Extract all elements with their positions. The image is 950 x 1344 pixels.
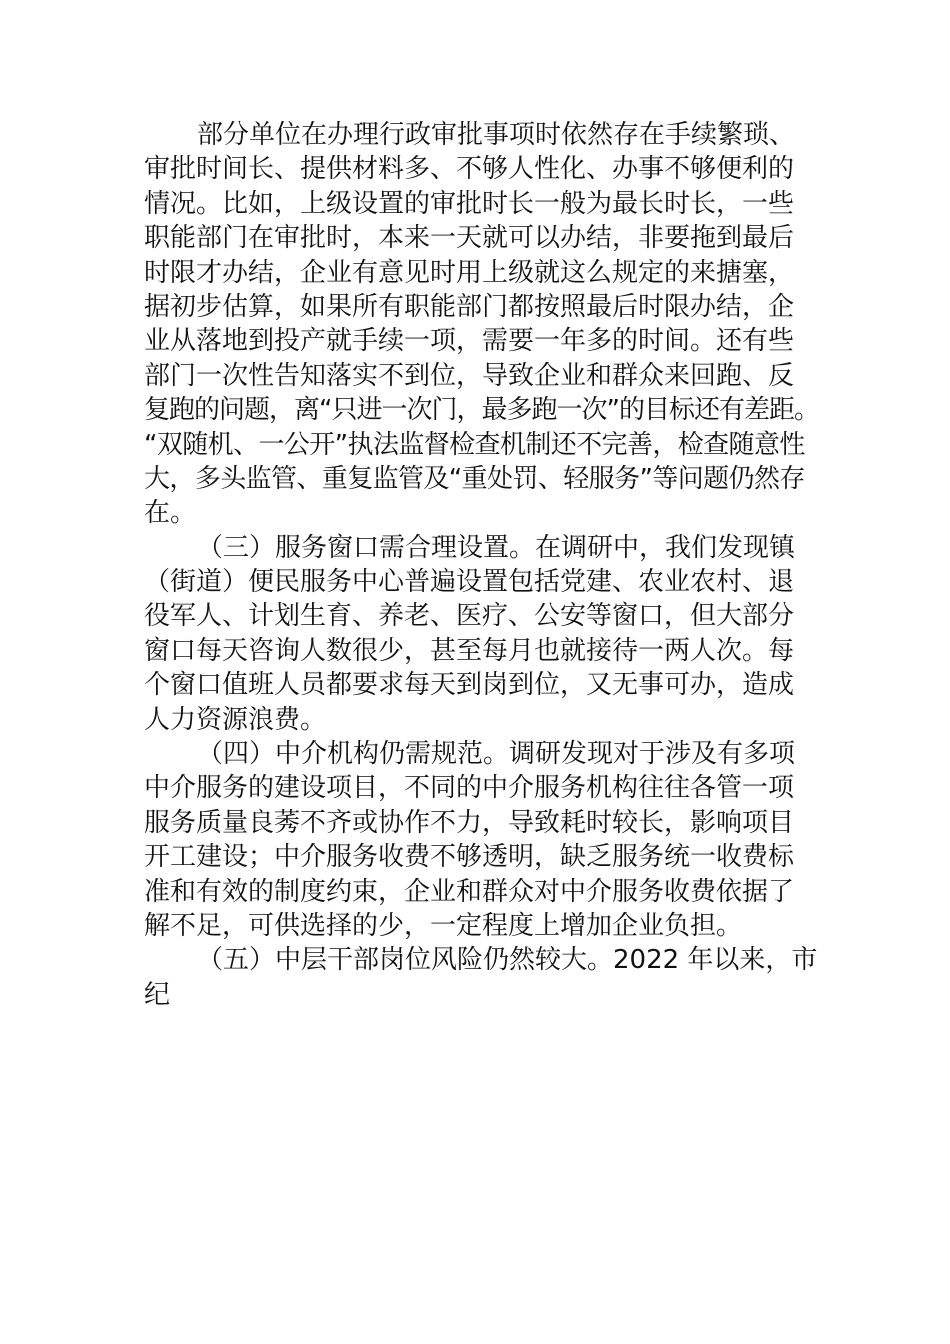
paragraph-line: 部分单位在办理行政审批事项时依然存在手续繁琐、	[197, 120, 796, 150]
paragraph-line: 大，多头监管、重复监管及“重处罚、轻服务”等问题仍然存	[144, 463, 805, 494]
paragraph-line: 复跑的问题，离“只进一次门，最多跑一次”的目标还有差距。	[144, 395, 819, 426]
paragraph-line: 时限才办结，企业有意见时用上级就这么规定的来搪塞，	[144, 257, 795, 288]
paragraph-line: 中介服务的建设项目，不同的中介服务机构往往各管一项	[144, 773, 795, 804]
paragraph-line: 个窗口值班人员都要求每天到岗到位，又无事可办，造成	[144, 670, 795, 701]
section-heading-line: （四）中介机构仍需规范。调研发现对于涉及有多项	[197, 739, 796, 770]
paragraph-line: 部门一次性告知落实不到位，导致企业和群众来回跑、反	[144, 360, 795, 391]
paragraph-line: 情况。比如，上级设置的审批时长一般为最长时长，一些	[144, 188, 795, 219]
paragraph-line: 人力资源浪费。	[144, 704, 327, 735]
paragraph-line: 解不足，可供选择的少，一定程度上增加企业负担。	[144, 910, 743, 941]
paragraph-line: 役军人、计划生育、养老、医疗、公安等窗口，但大部分	[144, 601, 795, 632]
paragraph-line: 据初步估算，如果所有职能部门都按照最后时限办结，企	[144, 291, 795, 322]
paragraph-line: 纪	[144, 979, 171, 1010]
paragraph-line: 服务质量良莠不齐或协作不力，导致耗时较长，影响项目	[144, 807, 795, 838]
paragraph-line: 在。	[144, 498, 197, 529]
section-heading-line: （三）服务窗口需合理设置。在调研中，我们发现镇	[197, 532, 796, 563]
paragraph-line: 准和有效的制度约束，企业和群众对中介服务收费依据了	[144, 876, 795, 907]
paragraph-line: 职能部门在审批时，本来一天就可以办结，非要拖到最后	[144, 223, 795, 254]
paragraph-line: 窗口每天咨询人数很少，甚至每月也就接待一两人次。每	[144, 635, 795, 666]
section-heading-line: （五）中层干部岗位风险仍然较大。2022 年以来，市	[197, 945, 818, 976]
paragraph-line: 业从落地到投产就手续一项，需要一年多的时间。还有些	[144, 326, 795, 357]
document-body	[144, 118, 819, 1012]
paragraph-line: （街道）便民服务中心普遍设置包括党建、农业农村、退	[144, 567, 795, 598]
paragraph-line: “双随机、一公开”执法监督检查机制还不完善，检查随意性	[144, 429, 805, 460]
paragraph-line: 审批时间长、提供材料多、不够人性化、办事不够便利的	[144, 154, 795, 185]
paragraph-line: 开工建设；中介服务收费不够透明，缺乏服务统一收费标	[144, 842, 795, 873]
